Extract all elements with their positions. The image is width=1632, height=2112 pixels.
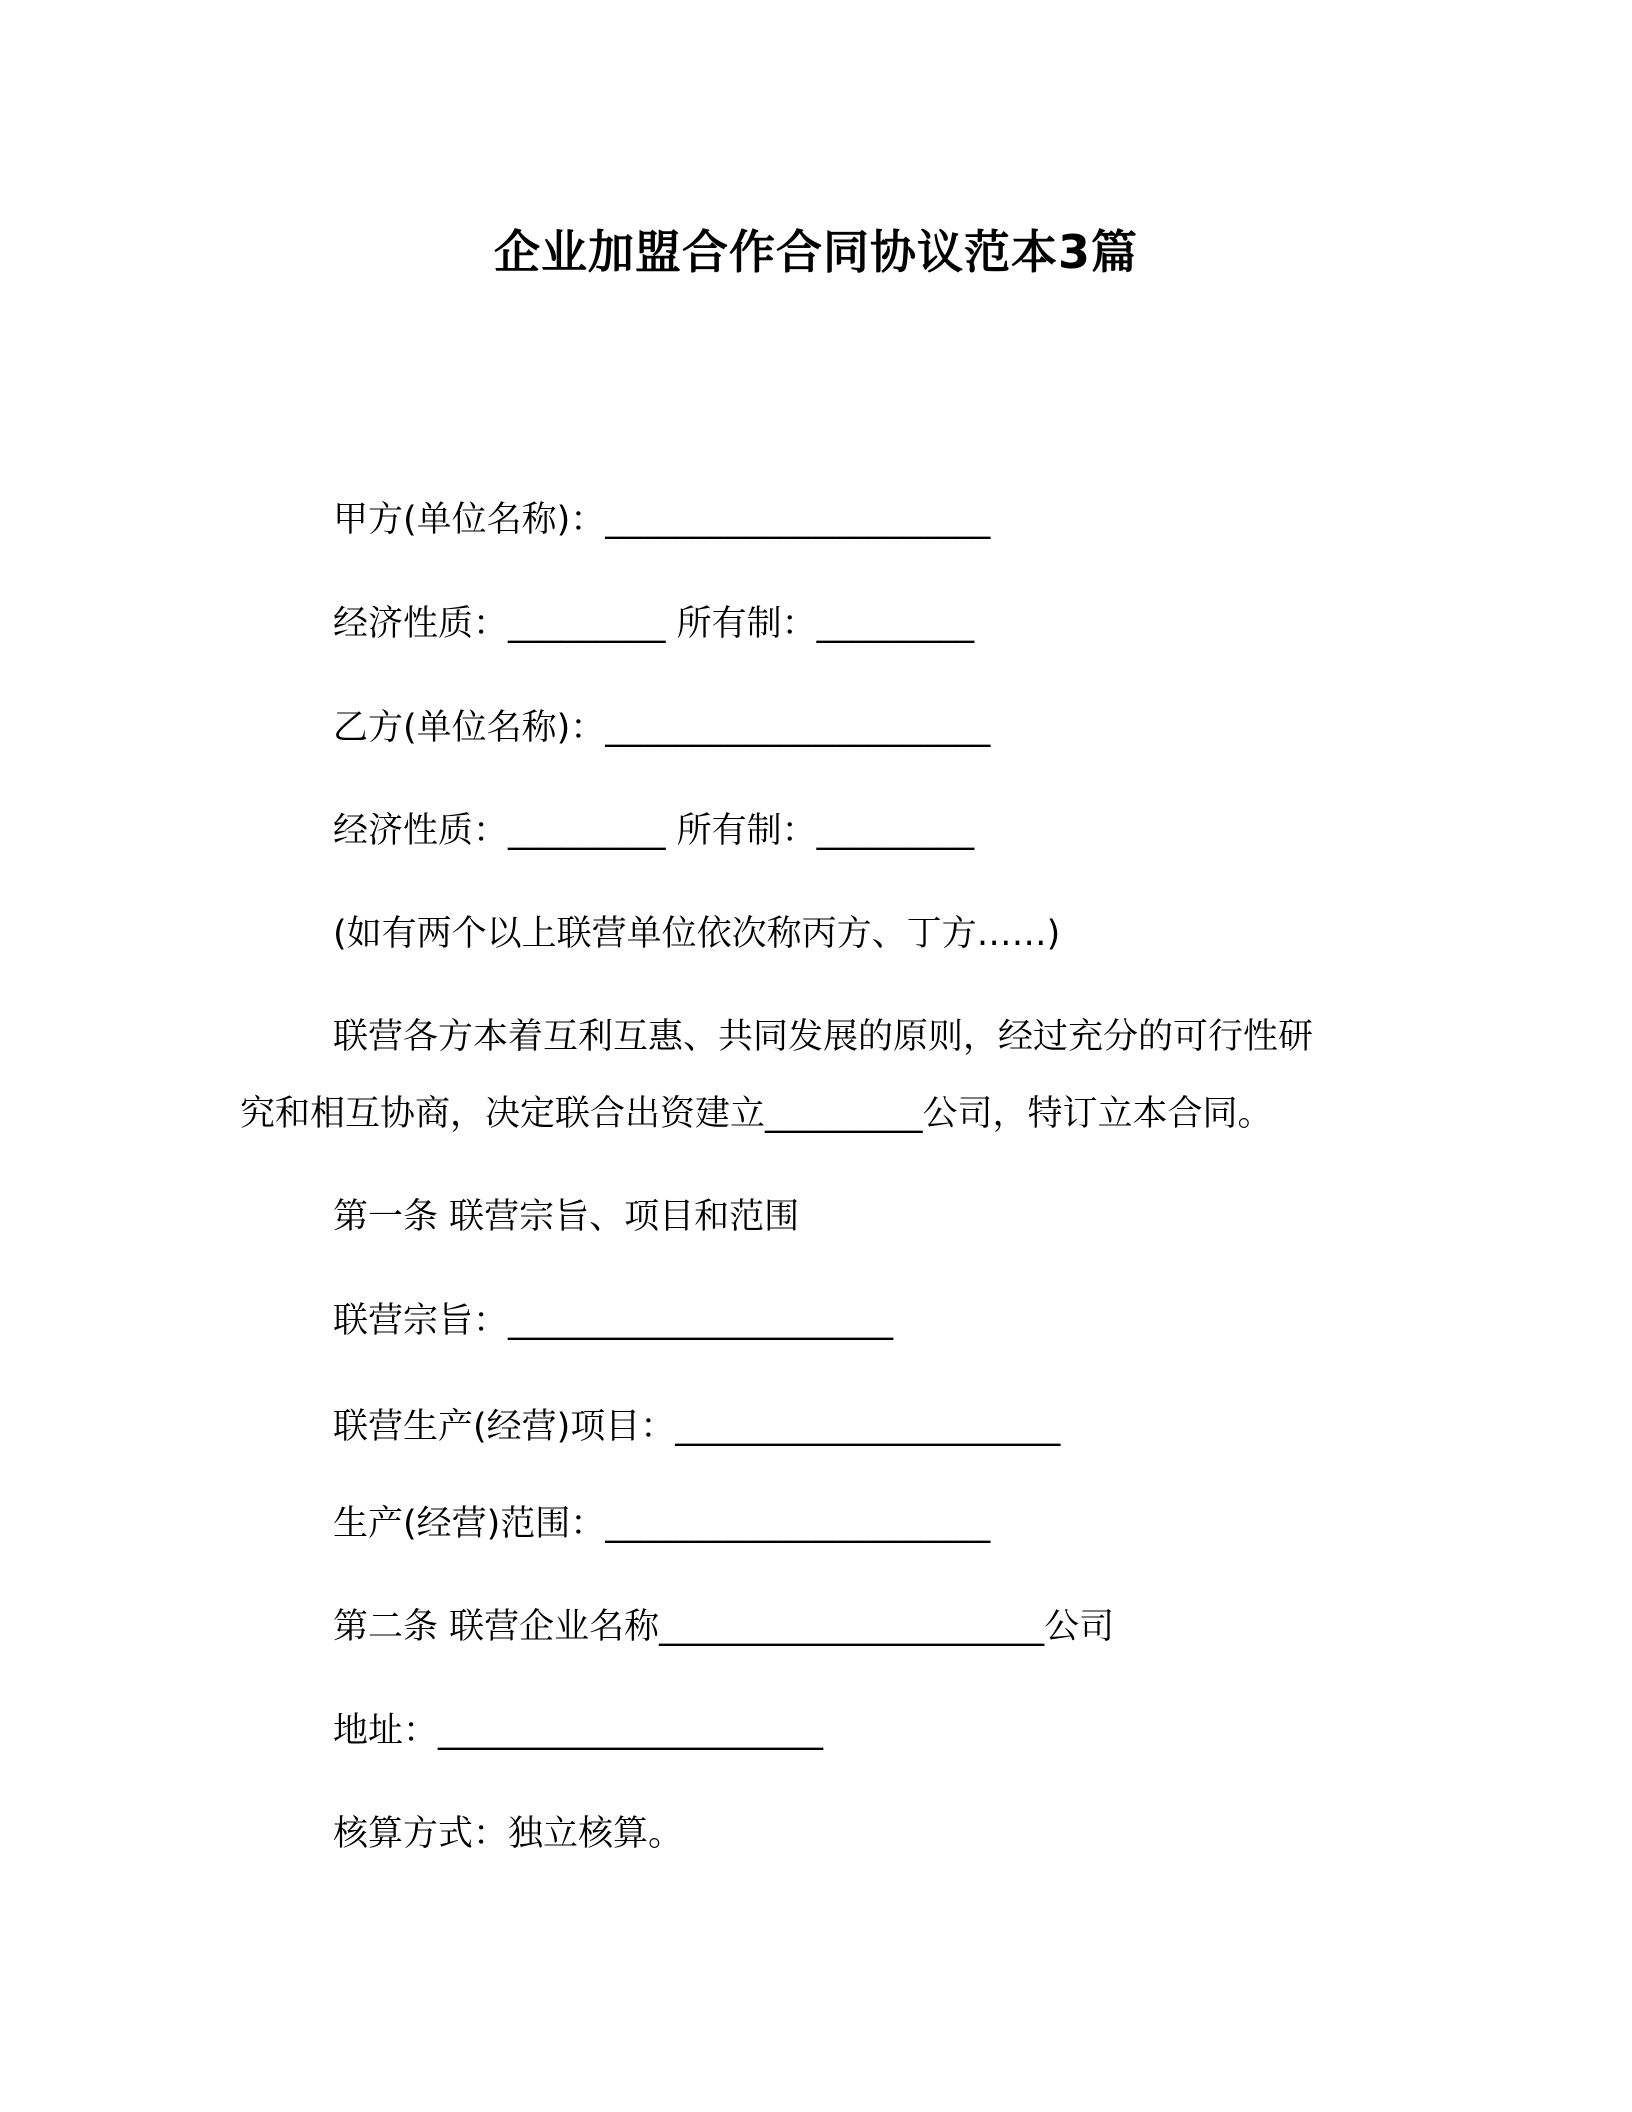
document-title: 企业加盟合作合同协议范本3篇 <box>493 225 1138 279</box>
party-b-name-line: 乙方(单位名称)：______________________ <box>333 708 991 748</box>
production-project-line: 联营生产(经营)项目：______________________ <box>333 1407 1061 1447</box>
accounting-method-line: 核算方式：独立核算。 <box>333 1814 684 1854</box>
preamble-paragraph-line-1: 联营各方本着互利互惠、共同发展的原则，经过充分的可行性研 <box>333 1017 1314 1057</box>
preamble-paragraph-line-2: 究和相互协商，决定联合出资建立_________公司，特订立本合同。 <box>240 1094 1273 1134</box>
article-one-heading: 第一条 联营宗旨、项目和范围 <box>333 1197 800 1237</box>
address-line: 地址：______________________ <box>333 1711 824 1751</box>
joint-venture-purpose-line: 联营宗旨：______________________ <box>333 1301 894 1341</box>
party-a-name-line: 甲方(单位名称)：______________________ <box>333 500 991 540</box>
article-two-company-name-line: 第二条 联营企业名称______________________公司 <box>333 1607 1115 1647</box>
additional-parties-note: (如有两个以上联营单位依次称丙方、丁方……) <box>333 914 1061 954</box>
party-a-nature-ownership-line: 经济性质：_________ 所有制：_________ <box>333 604 975 644</box>
party-b-nature-ownership-line: 经济性质：_________ 所有制：_________ <box>333 811 975 851</box>
production-scope-line: 生产(经营)范围：______________________ <box>333 1504 991 1544</box>
